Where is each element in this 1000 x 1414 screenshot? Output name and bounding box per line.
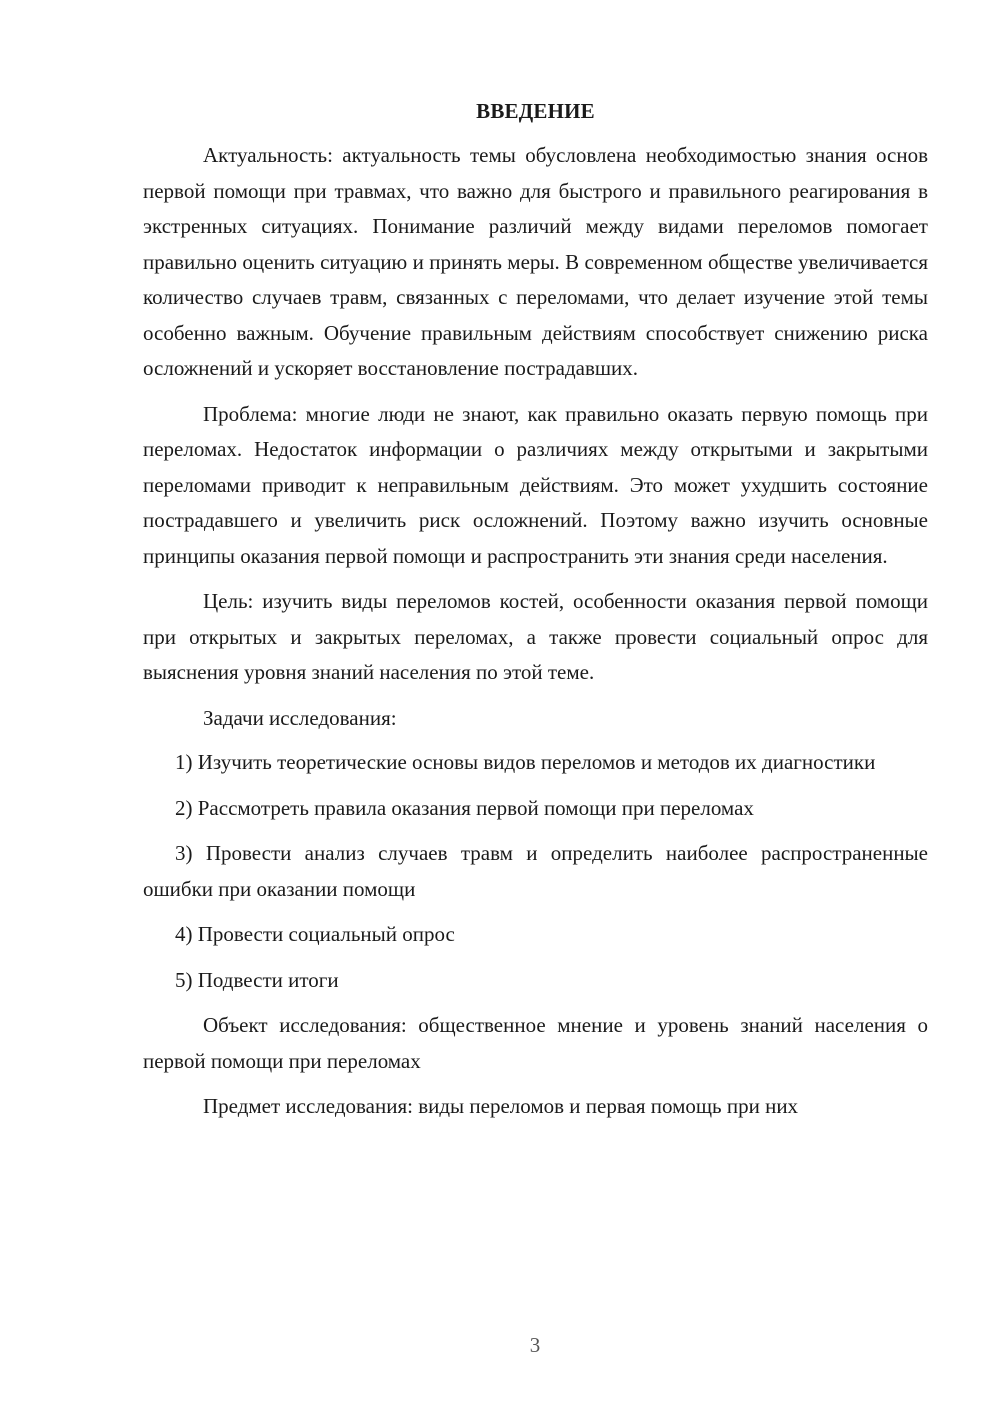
task-item-1: 1) Изучить теоретические основы видов переломов и методов их диагностики: [175, 750, 876, 774]
section-title: ВВЕДЕНИЕ: [476, 99, 595, 123]
paragraph-problem: Проблема: многие люди не знают, как правильно оказать первую помощь при переломах. Недостаток информации о различиях между открытыми и закрытыми переломами приводит к неправильным действиям. Это может ухудшить состояние пострадавшего и увеличить риск осложнений. Поэтому важно изучить основные принципы оказания первой помощи и распространить эти знания среди населения.: [143, 401, 928, 568]
task-item-3: 3) Провести анализ случаев травм и определить наиболее распространенные ошибки при оказании помощи: [143, 841, 928, 901]
paragraph-tasks-heading: Задачи исследования:: [203, 705, 397, 730]
paragraph-relevance: Актуальность: актуальность темы обусловлена необходимостью знания основ первой помощи при травмах, что важно для быстрого и правильного реагирования в экстренных ситуациях. Понимание различий между видами переломов помогает правильно оценить ситуацию и принять меры. В современном обществе увеличивается количество случаев травм, связанных с переломами, что делает изучение этой темы особенно важным. Обучение правильным действиям способствует снижению риска осложнений и ускоряет восстановление пострадавших.: [143, 143, 928, 380]
page-content: [143, 96, 928, 1135]
task-item-4: 4) Провести социальный опрос: [175, 922, 455, 946]
task-item-5: 5) Подвести итоги: [175, 967, 339, 992]
paragraph-research-object: Объект исследования: общественное мнение и уровень знаний населения о первой помощи при переломах: [143, 1013, 928, 1073]
paragraph-research-subject: Предмет исследования: виды переломов и первая помощь при них: [203, 1094, 799, 1118]
task-item-2: 2) Рассмотреть правила оказания первой помощи при переломах: [175, 795, 754, 820]
paragraph-goal: Цель: изучить виды переломов костей, особенности оказания первой помощи при открытых и закрытых переломах, а также провести социальный опрос для выяснения уровня знаний населения по этой теме.: [143, 589, 928, 684]
page-number: 3: [529, 1333, 541, 1357]
task-list: [143, 745, 928, 998]
